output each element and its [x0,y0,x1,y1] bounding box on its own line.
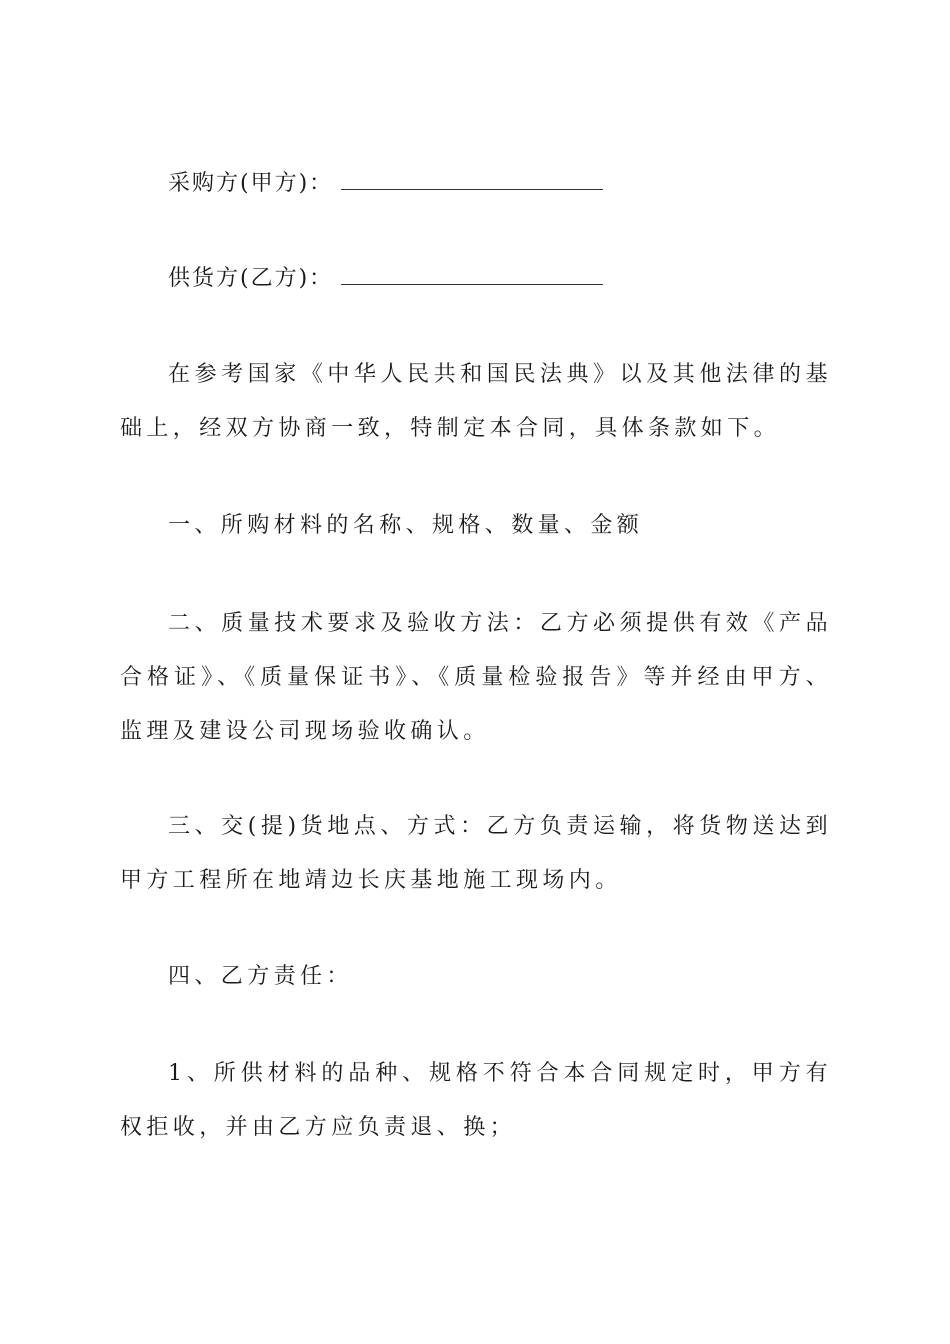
section-1-heading: 一、所购材料的名称、规格、数量、金额 [168,513,644,538]
supplier-field [168,262,603,294]
section-3-paragraph: 三、交(提)货地点、方式：乙方负责运输，将货物送达到甲方工程所在地靖边长庆基地施工现场内。 [120,814,832,893]
section-2-paragraph: 二、质量技术要求及验收方法：乙方必须提供有效《产品合格证》、《质量保证书》、《质量检验报告》等并经由甲方、监理及建设公司现场验收确认。 [120,611,832,744]
clause-4-1-paragraph: 1、所供材料的品种、规格不符合本合同规定时，甲方有权拒收，并由乙方应负责退、换； [120,1061,832,1140]
buyer-blank-line [341,167,603,190]
section-4-heading: 四、乙方责任： [168,964,353,989]
preamble-paragraph: 在参考国家《中华人民共和国民法典》以及其他法律的基础上，经双方协商一致，特制定本合同，具体条款如下。 [120,362,832,441]
buyer-field [168,167,603,199]
supplier-blank-line [341,262,603,285]
buyer-label: 采购方(甲方)： [168,171,334,196]
supplier-label: 供货方(乙方)： [168,266,334,291]
